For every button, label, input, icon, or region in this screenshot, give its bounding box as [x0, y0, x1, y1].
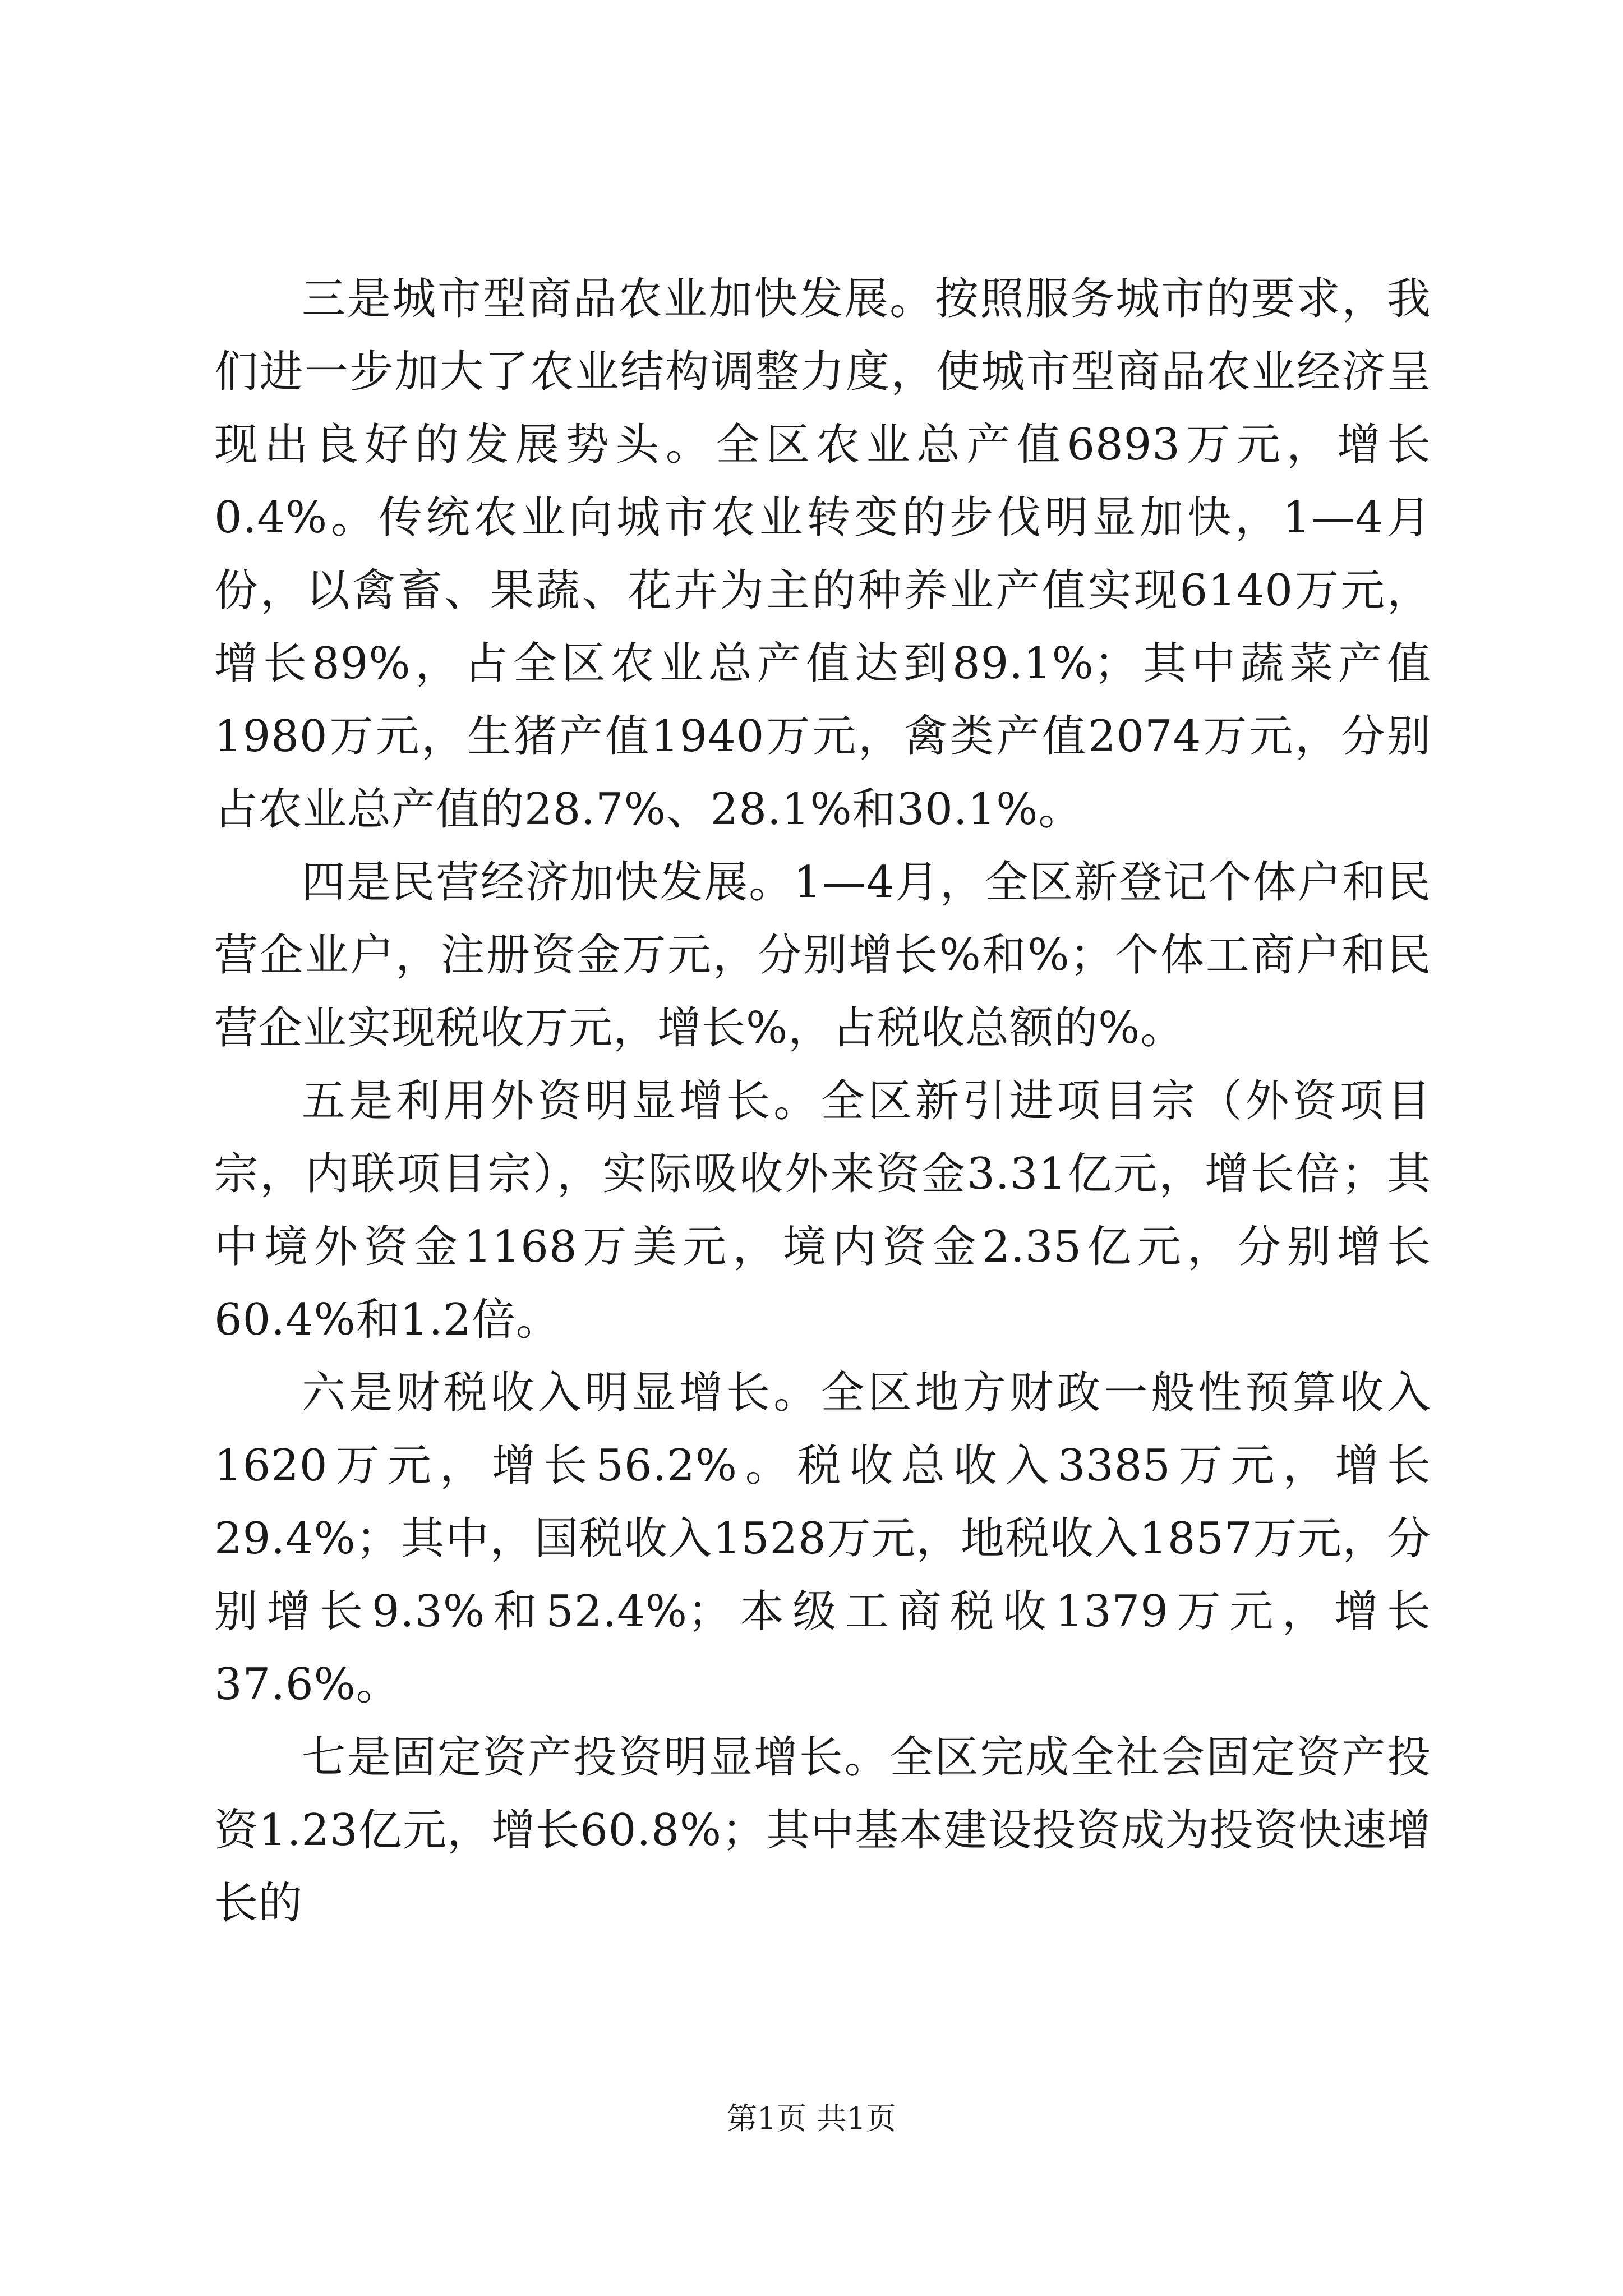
paragraph-fixed-asset-investment: 七是固定资产投资明显增长。全区完成全社会固定资产投资1.23亿元，增长60.8%；其中基本建设投资成为投资快速增长的: [214, 1732, 1431, 1929]
paragraph-private-economy: 四是民营经济加快发展。1—4月，全区新登记个体户和民营企业户，注册资金万元，分别增长%和%；个体工商户和民营企业实现税收万元，增长%，占税收总额的%。: [214, 857, 1431, 1053]
page-footer: 第1页 共1页: [727, 2101, 896, 2136]
paragraph-fiscal-revenue: 六是财税收入明显增长。全区地方财政一般性预算收入1620万元，增长56.2%。税收总收入3385万元，增长29.4%；其中，国税收入1528万元，地税收入1857万元，分别增长9.3%和52.4%；本级工商税收1379万元，增长37.6%。: [214, 1368, 1431, 1710]
document-body: [214, 263, 1431, 1940]
paragraph-foreign-investment: 五是利用外资明显增长。全区新引进项目宗（外资项目宗，内联项目宗），实际吸收外来资金3.31亿元，增长倍；其中境外资金1168万美元，境内资金2.35亿元，分别增长60.4%和1.2倍。: [214, 1076, 1431, 1345]
paragraph-agriculture: 三是城市型商品农业加快发展。按照服务城市的要求，我们进一步加大了农业结构调整力度，使城市型商品农业经济呈现出良好的发展势头。全区农业总产值6893万元，增长0.4%。传统农业向城市农业转变的步伐明显加快，1—4月份，以禽畜、果蔬、花卉为主的种养业产值实现6140万元，增长89%，占全区农业总产值达到89.1%；其中蔬菜产值1980万元，生猪产值1940万元，禽类产值2074万元，分别占农业总产值的28.7%、28.1%和30.1%。: [214, 274, 1431, 835]
